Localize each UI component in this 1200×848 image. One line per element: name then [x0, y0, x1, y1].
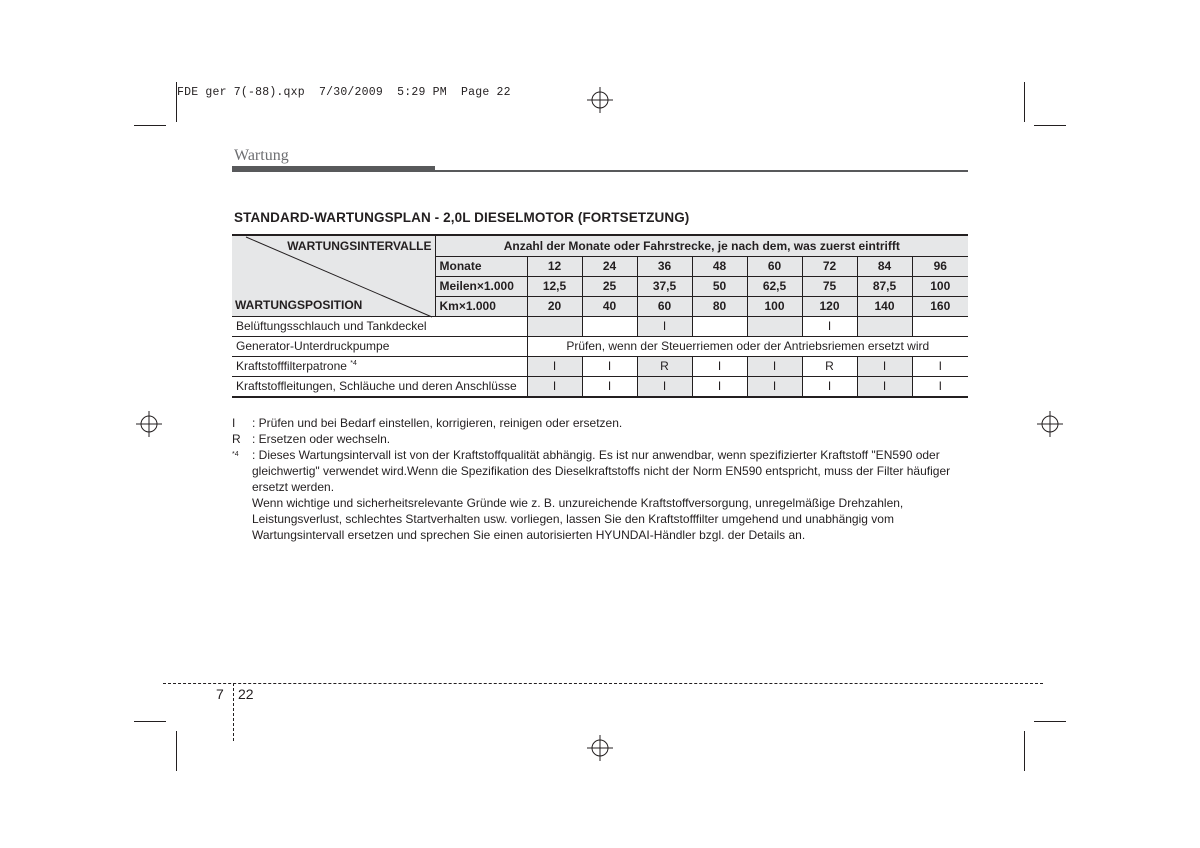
table-cell: [582, 316, 637, 336]
table-cell: I: [582, 376, 637, 396]
table-row: [232, 316, 968, 336]
print-slug: FDE ger 7(-88).qxp 7/30/2009 5:29 PM Page 22: [177, 86, 511, 99]
maintenance-grid: [232, 236, 968, 396]
table-cell: 25: [582, 276, 637, 296]
table-cell: [747, 316, 802, 336]
table-cell: 20: [527, 296, 582, 316]
table-cell: [912, 316, 968, 336]
table-cell: R: [637, 356, 692, 376]
table-cell: 50: [692, 276, 747, 296]
note-i: [232, 415, 972, 431]
note-r: [232, 431, 972, 447]
registration-mark-icon: [136, 411, 162, 437]
table-row: [232, 336, 968, 356]
row-label: Km×1.000: [435, 296, 527, 316]
note-text: : Ersetzen oder wechseln.: [252, 432, 391, 446]
table-cell: [692, 316, 747, 336]
note-key: R: [232, 432, 241, 446]
table-cell: I: [527, 356, 582, 376]
table-cell: [527, 316, 582, 336]
table-cell: 60: [747, 256, 802, 276]
crop-mark: [1034, 125, 1066, 126]
note-text: : Dieses Wartungsintervall ist von der Kraftstoffqualität abhängig. Es ist nur anwendbar, wenn spezifizierter Kraftstoff "EN590 oder gleichwertig" verwendet wird.Wenn die Spezifikation des Dieselkraftstoffs nicht der Norm EN590 entspricht, muss der Filter häufiger ersetzt werden.: [252, 448, 951, 494]
table-cell: I: [912, 356, 968, 376]
crop-mark: [134, 125, 166, 126]
footer-divider: [233, 683, 234, 741]
row-label: Generator-Unterdruckpumpe: [232, 336, 527, 356]
footer-rule: [163, 683, 1043, 684]
table-cell: 36: [637, 256, 692, 276]
chapter-number: 7: [216, 686, 224, 702]
table-cell: I: [747, 376, 802, 396]
note-text: : Prüfen und bei Bedarf einstellen, korrigieren, reinigen oder ersetzen.: [252, 416, 623, 430]
table-cell: 12: [527, 256, 582, 276]
table-cell: 120: [802, 296, 857, 316]
crop-mark: [134, 721, 166, 722]
table-corner-header: [232, 236, 435, 316]
table-cell: I: [802, 316, 857, 336]
header-rule-thin: [435, 170, 968, 172]
table-cell: 80: [692, 296, 747, 316]
footnotes: [232, 415, 972, 543]
position-heading: WARTUNGSPOSITION: [235, 297, 363, 312]
table-cell: 60: [637, 296, 692, 316]
registration-mark-icon: [1037, 411, 1063, 437]
table-cell: 87,5: [857, 276, 912, 296]
row-label: Monate: [435, 256, 527, 276]
row-label: Belüftungsschlauch und Tankdeckel: [232, 316, 527, 336]
table-cell: I: [582, 356, 637, 376]
note-key: *4: [232, 451, 239, 458]
table-cell: 160: [912, 296, 968, 316]
table-row: [232, 376, 968, 396]
row-label: Kraftstoffleitungen, Schläuche und deren Anschlüsse: [232, 376, 527, 396]
table-cell: 72: [802, 256, 857, 276]
table-cell: I: [912, 376, 968, 396]
table-cell: [857, 316, 912, 336]
table-cell: I: [637, 316, 692, 336]
crop-mark: [1034, 721, 1066, 722]
table-cell: 75: [802, 276, 857, 296]
section-title: Wartung: [234, 147, 289, 164]
table-cell: 84: [857, 256, 912, 276]
table-cell: I: [692, 356, 747, 376]
registration-mark-icon: [587, 87, 613, 113]
row-label: Kraftstofffilterpatrone $^{*4}$: [232, 356, 527, 376]
table-cell-span: Prüfen, wenn der Steuerriemen oder der Antriebsriemen ersetzt wird: [527, 336, 968, 356]
table-cell: 140: [857, 296, 912, 316]
table-cell: I: [747, 356, 802, 376]
maintenance-table: [232, 234, 968, 398]
note-star: [232, 447, 972, 543]
table-cell: I: [527, 376, 582, 396]
footnote-marker: *4: [350, 360, 357, 367]
table-cell: 100: [747, 296, 802, 316]
span-header: Anzahl der Monate oder Fahrstrecke, je nach dem, was zuerst eintrifft: [435, 236, 968, 256]
table-cell: 40: [582, 296, 637, 316]
crop-mark: [1024, 82, 1025, 122]
page-number: 22: [238, 686, 254, 702]
table-cell: 48: [692, 256, 747, 276]
note-key: I: [232, 416, 236, 430]
table-cell: 62,5: [747, 276, 802, 296]
note-text: Wenn wichtige und sicherheitsrelevante Gründe wie z. B. unzureichende Kraftstoffversorgung, unregelmäßige Drehzahlen, Leistungsverlust, schlechtes Startverhalten usw. vorliegen, lassen Sie den Kraftstofffilter umgehend und unabhängig vom Wartungsintervall ersetzen und sprechen Sie einen autorisierten HYUNDAI-Händler bzgl. der Details an.: [252, 496, 904, 542]
table-cell: I: [637, 376, 692, 396]
table-cell: I: [857, 356, 912, 376]
table-cell: 24: [582, 256, 637, 276]
table-cell: I: [692, 376, 747, 396]
table-cell: I: [857, 376, 912, 396]
table-cell: 37,5: [637, 276, 692, 296]
table-cell: R: [802, 356, 857, 376]
table-title: STANDARD-WARTUNGSPLAN - 2,0L DIESELMOTOR (FORTSETZUNG): [234, 210, 690, 225]
table-cell: 100: [912, 276, 968, 296]
crop-mark: [1024, 731, 1025, 771]
intervals-heading: WARTUNGSINTERVALLE: [287, 239, 432, 253]
table-cell: 12,5: [527, 276, 582, 296]
registration-mark-icon: [587, 735, 613, 761]
crop-mark: [176, 731, 177, 771]
table-cell: 96: [912, 256, 968, 276]
header-rule-thick: [232, 166, 435, 172]
row-label: Meilen×1.000: [435, 276, 527, 296]
table-row: [232, 356, 968, 376]
table-cell: I: [802, 376, 857, 396]
